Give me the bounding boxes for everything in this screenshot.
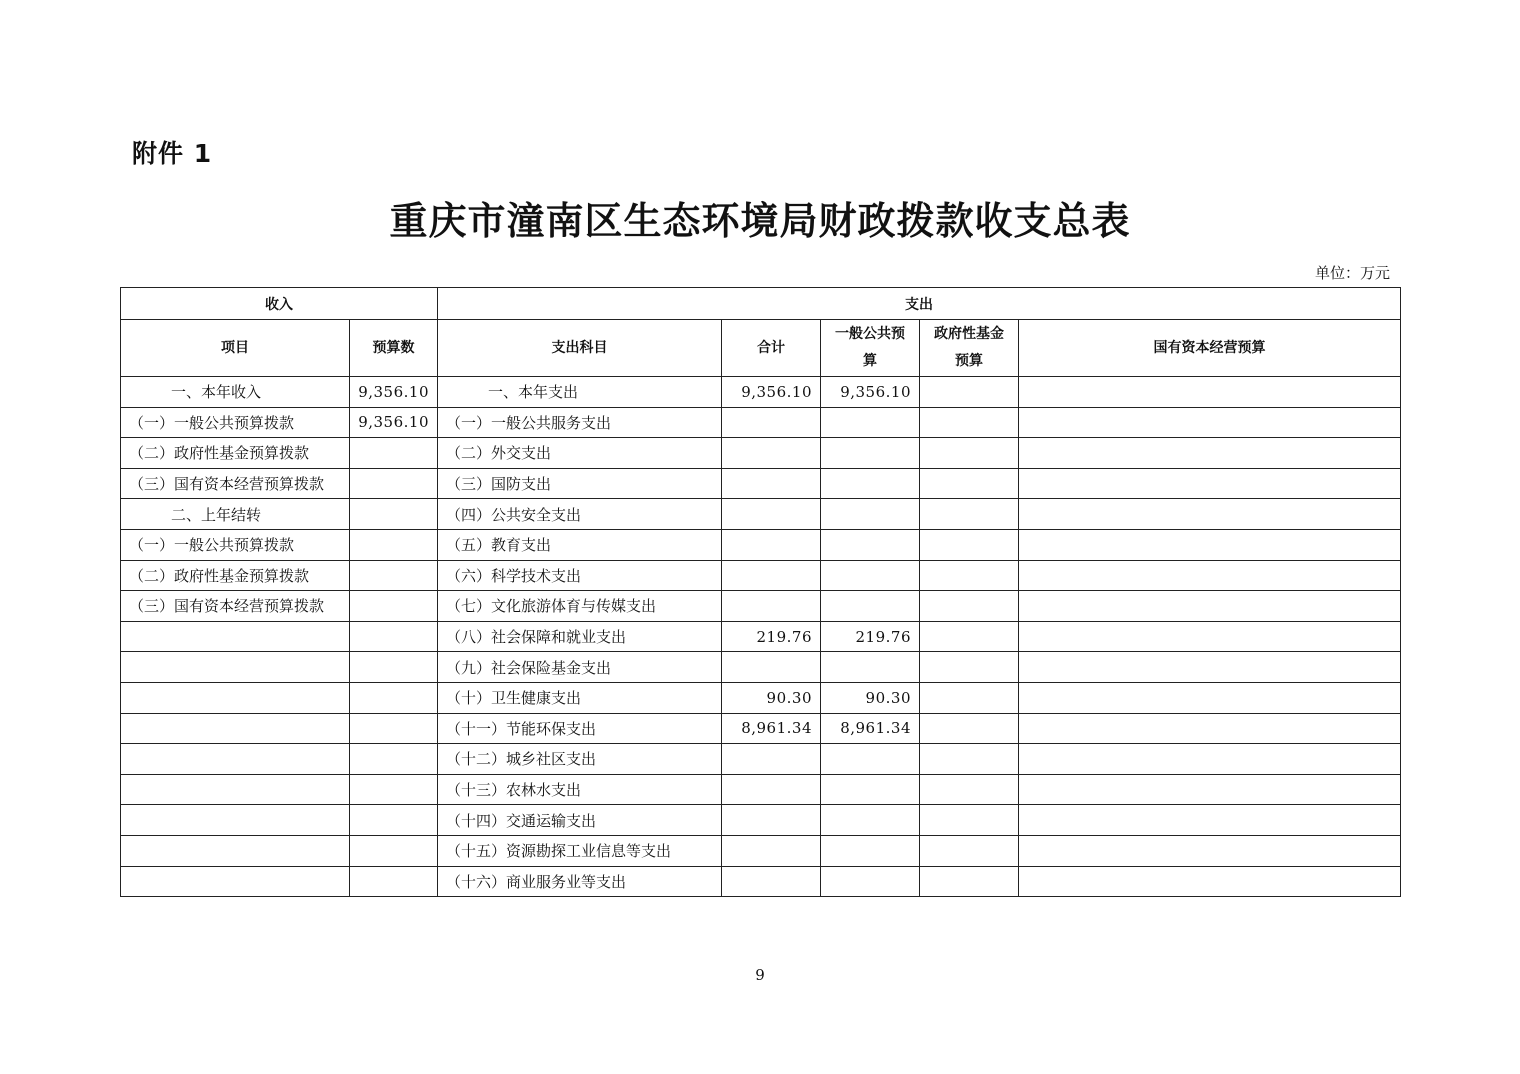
income-item-cell <box>121 682 350 713</box>
table-row <box>121 407 1401 438</box>
table-row <box>121 499 1401 530</box>
table-row <box>121 835 1401 866</box>
income-item-cell <box>121 774 350 805</box>
capital-budget-cell <box>1019 560 1401 591</box>
capital-budget-cell <box>1019 713 1401 744</box>
fund-budget-cell <box>920 377 1019 408</box>
income-item-cell <box>121 835 350 866</box>
income-item-cell <box>121 866 350 897</box>
income-item-cell: 二、上年结转 <box>121 499 350 530</box>
total-cell: 219.76 <box>722 621 821 652</box>
income-amount-cell <box>350 499 438 530</box>
total-cell <box>722 744 821 775</box>
total-cell <box>722 591 821 622</box>
attachment-label: 附件 1 <box>132 139 213 168</box>
income-item-cell: 一、本年收入 <box>121 377 350 408</box>
income-amount-cell <box>350 529 438 560</box>
table-row <box>121 744 1401 775</box>
general-budget-cell: 8,961.34 <box>821 713 920 744</box>
table-row <box>121 438 1401 469</box>
expense-subject-cell: （二）外交支出 <box>438 438 722 469</box>
income-amount-cell <box>350 652 438 683</box>
state-capital-budget-header: 国有资本经营预算 <box>1019 320 1401 377</box>
income-amount-cell <box>350 744 438 775</box>
general-budget-cell <box>821 468 920 499</box>
expense-subject-cell: （四）公共安全支出 <box>438 499 722 530</box>
fund-budget-cell <box>920 682 1019 713</box>
expense-subject-cell: （七）文化旅游体育与传媒支出 <box>438 591 722 622</box>
table-row <box>121 591 1401 622</box>
income-amount-cell: 9,356.10 <box>350 407 438 438</box>
fund-budget-cell <box>920 805 1019 836</box>
income-item-cell: （三）国有资本经营预算拨款 <box>121 468 350 499</box>
total-header: 合计 <box>722 320 821 377</box>
table-row <box>121 682 1401 713</box>
fund-budget-cell <box>920 713 1019 744</box>
income-item-cell: （三）国有资本经营预算拨款 <box>121 591 350 622</box>
income-item-cell: （二）政府性基金预算拨款 <box>121 438 350 469</box>
fund-budget-cell <box>920 835 1019 866</box>
capital-budget-cell <box>1019 744 1401 775</box>
table-row <box>121 560 1401 591</box>
income-amount-cell <box>350 866 438 897</box>
general-budget-cell <box>821 774 920 805</box>
fund-budget-cell <box>920 438 1019 469</box>
total-cell <box>722 560 821 591</box>
table-row <box>121 529 1401 560</box>
general-budget-cell <box>821 805 920 836</box>
table-row <box>121 652 1401 683</box>
capital-budget-cell <box>1019 621 1401 652</box>
income-amount-cell <box>350 682 438 713</box>
total-cell <box>722 805 821 836</box>
income-item-cell: （一）一般公共预算拨款 <box>121 529 350 560</box>
capital-budget-cell <box>1019 835 1401 866</box>
total-cell <box>722 652 821 683</box>
header-row-group <box>121 288 1401 320</box>
income-amount-cell <box>350 591 438 622</box>
total-cell <box>722 438 821 469</box>
expense-subject-cell: （十三）农林水支出 <box>438 774 722 805</box>
fund-budget-cell <box>920 529 1019 560</box>
fund-budget-cell <box>920 866 1019 897</box>
total-cell: 9,356.10 <box>722 377 821 408</box>
capital-budget-cell <box>1019 407 1401 438</box>
fund-budget-cell <box>920 407 1019 438</box>
fund-budget-cell <box>920 774 1019 805</box>
income-amount-cell <box>350 713 438 744</box>
general-budget-cell <box>821 407 920 438</box>
income-item-cell <box>121 621 350 652</box>
total-cell <box>722 774 821 805</box>
expense-subject-cell: 一、本年支出 <box>438 377 722 408</box>
capital-budget-cell <box>1019 866 1401 897</box>
capital-budget-cell <box>1019 805 1401 836</box>
capital-budget-cell <box>1019 652 1401 683</box>
capital-budget-cell <box>1019 682 1401 713</box>
fund-budget-cell <box>920 468 1019 499</box>
total-cell <box>722 407 821 438</box>
income-item-cell: （一）一般公共预算拨款 <box>121 407 350 438</box>
table-row <box>121 468 1401 499</box>
general-budget-cell <box>821 591 920 622</box>
item-header: 项目 <box>121 320 350 377</box>
table-row <box>121 713 1401 744</box>
capital-budget-cell <box>1019 468 1401 499</box>
expense-subject-cell: （八）社会保障和就业支出 <box>438 621 722 652</box>
total-cell: 8,961.34 <box>722 713 821 744</box>
expense-subject-cell: （十四）交通运输支出 <box>438 805 722 836</box>
expense-header: 支出 <box>438 288 1401 320</box>
total-cell <box>722 866 821 897</box>
income-amount-cell <box>350 805 438 836</box>
expense-subject-cell: （三）国防支出 <box>438 468 722 499</box>
income-amount-cell <box>350 468 438 499</box>
income-amount-cell: 9,356.10 <box>350 377 438 408</box>
income-item-cell <box>121 652 350 683</box>
expense-subject-cell: （十）卫生健康支出 <box>438 682 722 713</box>
document-title: 重庆市潼南区生态环境局财政拨款收支总表 <box>389 198 1131 243</box>
capital-budget-cell <box>1019 529 1401 560</box>
expense-subject-cell: （五）教育支出 <box>438 529 722 560</box>
budget-table <box>120 287 1401 897</box>
fund-budget-cell <box>920 744 1019 775</box>
income-amount-cell <box>350 438 438 469</box>
unit-label: 单位：万元 <box>1314 264 1390 282</box>
income-amount-cell <box>350 560 438 591</box>
general-budget-cell <box>821 866 920 897</box>
table-row <box>121 805 1401 836</box>
total-cell: 90.30 <box>722 682 821 713</box>
fund-budget-cell <box>920 621 1019 652</box>
expense-subject-cell: （十二）城乡社区支出 <box>438 744 722 775</box>
general-budget-cell <box>821 560 920 591</box>
general-budget-cell <box>821 835 920 866</box>
total-cell <box>722 529 821 560</box>
expense-subject-cell: （十五）资源勘探工业信息等支出 <box>438 835 722 866</box>
capital-budget-cell <box>1019 774 1401 805</box>
budget-amount-header: 预算数 <box>350 320 438 377</box>
fund-budget-cell <box>920 652 1019 683</box>
expense-subject-cell: （十六）商业服务业等支出 <box>438 866 722 897</box>
table-row <box>121 621 1401 652</box>
income-amount-cell <box>350 835 438 866</box>
general-budget-cell <box>821 438 920 469</box>
government-fund-budget-header: 政府性基金预算 <box>920 320 1019 377</box>
income-item-cell <box>121 713 350 744</box>
total-cell <box>722 835 821 866</box>
page-number: 9 <box>755 966 765 984</box>
income-item-cell: （二）政府性基金预算拨款 <box>121 560 350 591</box>
capital-budget-cell <box>1019 499 1401 530</box>
total-cell <box>722 499 821 530</box>
income-amount-cell <box>350 774 438 805</box>
capital-budget-cell <box>1019 591 1401 622</box>
header-row-columns <box>121 320 1401 377</box>
general-budget-cell <box>821 744 920 775</box>
capital-budget-cell <box>1019 438 1401 469</box>
expense-subject-cell: （十一）节能环保支出 <box>438 713 722 744</box>
total-cell <box>722 468 821 499</box>
general-budget-cell <box>821 499 920 530</box>
income-amount-cell <box>350 621 438 652</box>
general-budget-cell: 9,356.10 <box>821 377 920 408</box>
fund-budget-cell <box>920 499 1019 530</box>
expense-subject-cell: （一）一般公共服务支出 <box>438 407 722 438</box>
expense-subject-header: 支出科目 <box>438 320 722 377</box>
table-row <box>121 377 1401 408</box>
general-budget-cell: 90.30 <box>821 682 920 713</box>
capital-budget-cell <box>1019 377 1401 408</box>
income-item-cell <box>121 744 350 775</box>
fund-budget-cell <box>920 591 1019 622</box>
table-row <box>121 774 1401 805</box>
expense-subject-cell: （九）社会保险基金支出 <box>438 652 722 683</box>
expense-subject-cell: （六）科学技术支出 <box>438 560 722 591</box>
income-header: 收入 <box>121 288 438 320</box>
general-budget-cell: 219.76 <box>821 621 920 652</box>
fund-budget-cell <box>920 560 1019 591</box>
general-budget-cell <box>821 652 920 683</box>
general-budget-cell <box>821 529 920 560</box>
table-row <box>121 866 1401 897</box>
income-item-cell <box>121 805 350 836</box>
general-public-budget-header: 一般公共预算 <box>821 320 920 377</box>
